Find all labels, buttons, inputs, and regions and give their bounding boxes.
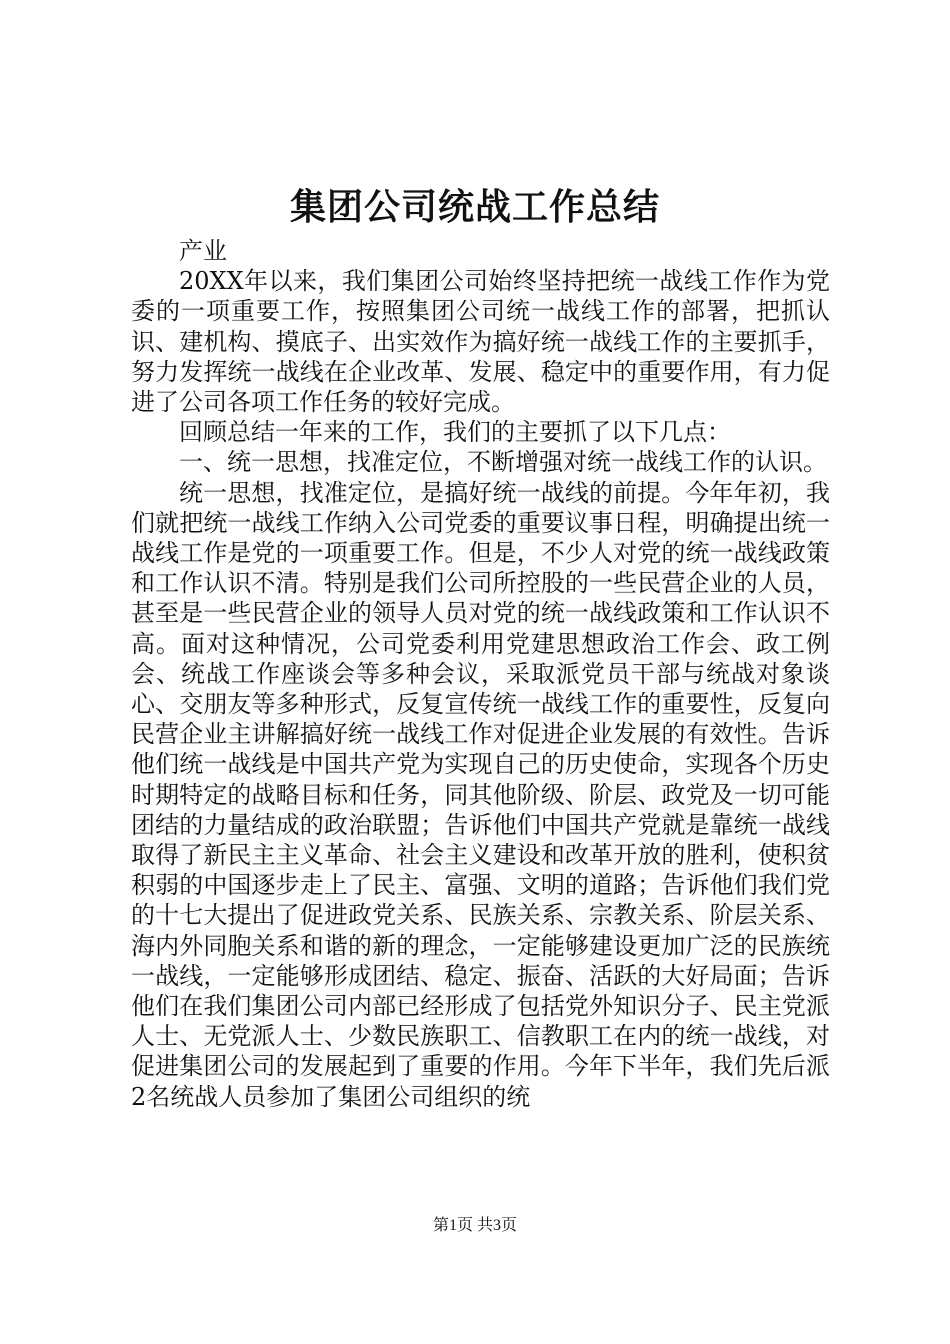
document-title: 集团公司统战工作总结 bbox=[289, 186, 660, 228]
page-number: 第1页 共3页 bbox=[432, 1217, 517, 1234]
paragraph-section-1: 统一思想，找准定位，是搞好统一战线的前提。今年年初，我们就把统一战线工作纳入公司党委的重要议事日程，明确提出统一战线工作是党的一项重要工作。但是，不少人对党的统一战线政策和工作认识不清。特别是我们公司所控股的一些民营企业的人员，甚至是一些民营企业的领导人员对党的统一战线政策和工作认识不高。面对这种情况，公司党委利用党建思想政治工作会、政工例会、统战工作座谈会等多种会议，采取派党员干部与统战对象谈心、交朋友等多种形式，反复宣传统一战线工作的重要性，反复向民营企业主讲解搞好统一战线工作对促进企业发展的有效性。告诉他们统一战线是中国共产党为实现自己的历史使命，实现各个历史时期特定的战略目标和任务，同其他阶级、阶层、政党及一切可能团结的力量结成的政治联盟；告诉他们中国共产党就是靠统一战线取得了新民主主义革命、社会主义建设和改革开放的胜利，使积贫积弱的中国逐步走上了民主、富强、文明的道路；告诉他们我们党的十七大提出了促进政党关系、民族关系、宗教关系、阶层关系、海内外同胞关系和谐的新的理念，一定能够建设更加广泛的民族统一战线，一定能够形成团结、稳定、振奋、活跃的大好局面；告诉他们在我们集团公司内部已经形成了包括党外知识分子、民主党派人士、无党派人士、少数民族职工、信教职工在内的统一战线，对促进集团公司的发展起到了重要的作用。今年下半年，我们先后派2名统战人员参加了集团公司组织的统 bbox=[131, 478, 830, 1111]
section-heading-1: 一、统一思想，找准定位，不断增强对统一战线工作的认识。 bbox=[179, 448, 827, 477]
paragraph-intro: 20XX年以来，我们集团公司始终坚持把统一战线工作作为党委的一项重要工作，按照集团公司统一战线工作的部署，把抓认识、建机构、摸底子、出实效作为搞好统一战线工作的主要抓手，努力发挥统一战线在企业改革、发展、稳定中的重要作用，有力促进了公司各项工作任务的较好完成。 bbox=[131, 267, 830, 417]
paragraph-category: 产业 bbox=[179, 237, 227, 265]
paragraph-review: 回顾总结一年来的工作，我们的主要抓了以下几点： bbox=[179, 418, 731, 447]
document-body bbox=[131, 236, 830, 1112]
